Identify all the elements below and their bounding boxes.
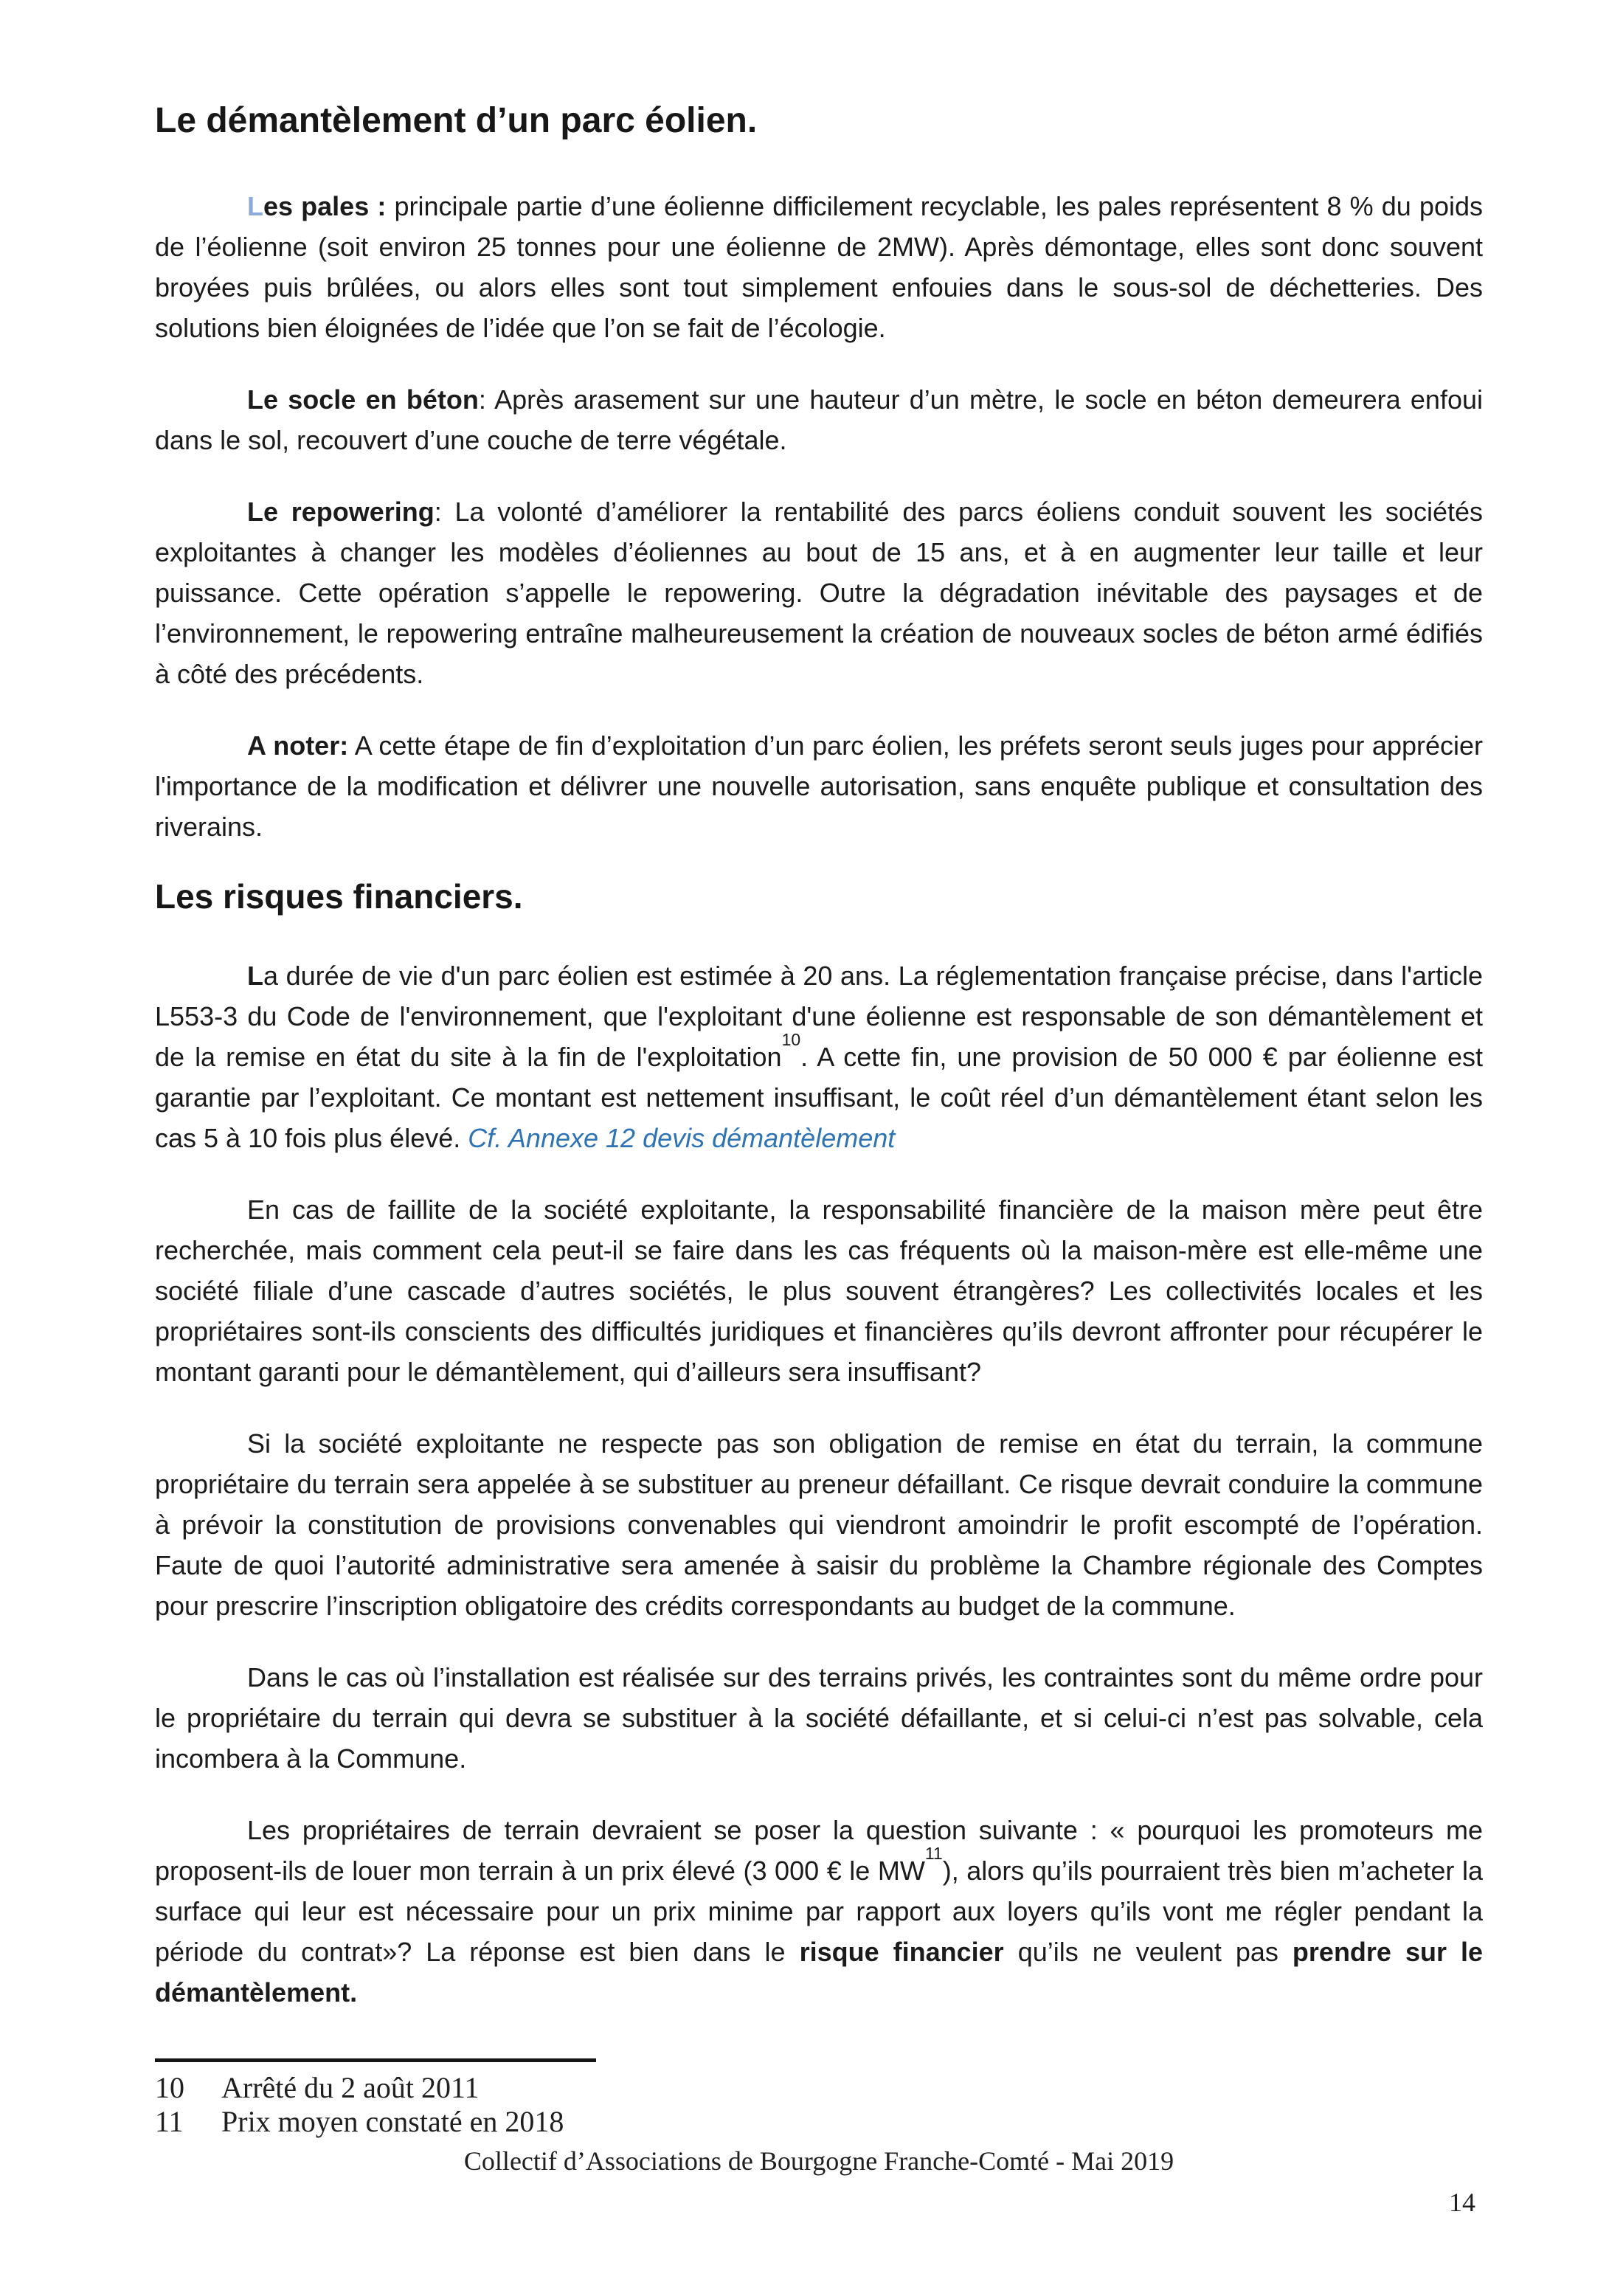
footnote-11-text: Prix moyen constaté en 2018: [221, 2105, 564, 2138]
blue-initial-letter: L: [247, 191, 263, 221]
text-proprietaires-3: qu’ils ne veulent pas: [1003, 1937, 1292, 1967]
footnote-ref-10[interactable]: 10: [781, 1030, 801, 1049]
lead-pales: es pales :: [263, 191, 387, 221]
paragraph-proprietaires: [155, 1810, 1483, 2013]
text-faillite: En cas de faillite de la société exploitante, la responsabilité financière de la maison mère peut être recherchée, mais comment cela peut-il se faire dans les cas fréquents où la maison-mère est elle-même une société filiale d’une cascade d’autres sociétés, le plus souvent étrangères? Les collectivités locales et les propriétaires sont-ils conscients des difficultés juridiques et financières qu’ils devront affronter pour récupérer le montant garanti pour le démantèlement, qui d’ailleurs sera insuffisant?: [155, 1194, 1483, 1387]
paragraph-noter: [155, 725, 1483, 847]
section-title-risques: Les risques financiers.: [155, 877, 523, 916]
footnote-ref-11[interactable]: 11: [924, 1844, 943, 1863]
paragraph-pales: [155, 186, 1483, 348]
annexe-12-link[interactable]: Cf. Annexe 12 devis démantèlement: [468, 1123, 896, 1153]
text-repowering: : La volonté d’améliorer la rentabilité des parcs éoliens conduit souvent les sociétés exploitantes à changer les modèles d’éoliennes au bout de 15 ans, et à en augmenter leur taille et leur puissance. Cette opération s’appelle le repowering. Outre la dégradation inévitable des paysages et de l’environnement, le repowering entraîne malheureusement la création de nouveaux socles de béton armé édifiés à côté des précédents.: [155, 497, 1483, 689]
lead-socle: Le socle en béton: [247, 384, 479, 415]
footnote-10-number: 10: [155, 2071, 184, 2104]
footnote-11-number: 11: [155, 2105, 184, 2138]
footnote-11: [155, 2105, 1483, 2139]
lead-noter: A noter:: [247, 730, 349, 761]
page-title: Le démantèlement d’un parc éolien.: [155, 101, 758, 140]
bold-initial-letter: L: [247, 961, 263, 991]
text-noter: A cette étape de fin d’exploitation d’un parc éolien, les préfets seront seuls juges pour apprécier l'importance de la modification et délivrer une nouvelle autorisation, sans enquête publique et consultation des riverains.: [155, 730, 1484, 842]
paragraph-faillite: [155, 1189, 1483, 1392]
text-duree-2: . A cette fin, une provision de 50 000 € par éolienne est garantie par l’exploitant. Ce montant est nettement insuffisant, le coût réel d’un démantèlement étant selon les cas 5 à 10 fois plus élevé.: [155, 1042, 1483, 1153]
footnote-10-text: Arrêté du 2 août 2011: [221, 2071, 480, 2104]
bold-prendre-demantelement: prendre sur le démantèlement.: [155, 1937, 1484, 2008]
text-terrains-prives: Dans le cas où l’installation est réalisée sur des terrains privés, les contraintes sont du même ordre pour le propriétaire du terrain qui devra se substituer à la société défaillante, et si celui-ci n’est pas solvable, cela incombera à la Commune.: [155, 1662, 1483, 1774]
paragraph-repowering: [155, 491, 1483, 694]
paragraph-socle: [155, 379, 1483, 460]
document-footer: Collectif d’Associations de Bourgogne Franche-Comté - Mai 2019: [463, 2146, 1174, 2176]
text-duree-1: a durée de vie d'un parc éolien est estimée à 20 ans. La réglementation française précise, dans l'article L553-3 du Code de l'environnement, que l'exploitant d'une éolienne est responsable de son démantèlement et de la remise en état du site à la fin de l'exploitation: [155, 961, 1483, 1072]
footnote-area: [155, 2058, 1483, 2219]
text-proprietaires-2: ), alors qu’ils pourraient très bien m’acheter la surface qui leur est nécessaire pour un prix minime par rapport aux loyers qu’ils vont me régler pendant la période du contrat»? La réponse est bien dans le: [155, 1856, 1483, 1967]
footnote-10: [155, 2071, 1483, 2105]
text-pales: principale partie d’une éolienne difficilement recyclable, les pales représentent 8 % du poids de l’éolienne (soit environ 25 tonnes pour une éolienne de 2MW). Après démontage, elles sont donc souvent broyées puis brûlées, ou alors elles sont tout simplement enfouies dans le sous-sol de déchetteries. Des solutions bien éloignées de l’idée que l’on se fait de l’écologie.: [155, 191, 1483, 343]
text-socle: : Après arasement sur une hauteur d’un mètre, le socle en béton demeurera enfoui dans le sol, recouvert d’une couche de terre végétale.: [155, 384, 1483, 455]
page-content: [155, 102, 1483, 2044]
text-remise-etat: Si la société exploitante ne respecte pas son obligation de remise en état du terrain, la commune propriétaire du terrain sera appelée à se substituer au preneur défaillant. Ce risque devrait conduire la commune à prévoir la constitution de provisions convenables qui viendront amoindrir le profit escompté de l’opération. Faute de quoi l’autorité administrative sera amenée à saisir du problème la Chambre régionale des Comptes pour prescrire l’inscription obligatoire des crédits correspondants au budget de la commune.: [155, 1428, 1483, 1621]
page-number: 14: [1449, 2188, 1475, 2217]
lead-repowering: Le repowering: [247, 497, 435, 527]
bold-risque-financier: risque financier: [799, 1937, 1004, 1967]
paragraph-terrains-prives: [155, 1657, 1483, 1779]
paragraph-remise-etat: [155, 1423, 1483, 1626]
footnote-separator: [155, 2058, 596, 2062]
paragraph-duree: [155, 955, 1483, 1158]
text-proprietaires-1: Les propriétaires de terrain devraient se poser la question suivante : « pourquoi les promoteurs me proposent-ils de louer mon terrain à un prix élevé (3 000 € le MW: [155, 1815, 1483, 1886]
